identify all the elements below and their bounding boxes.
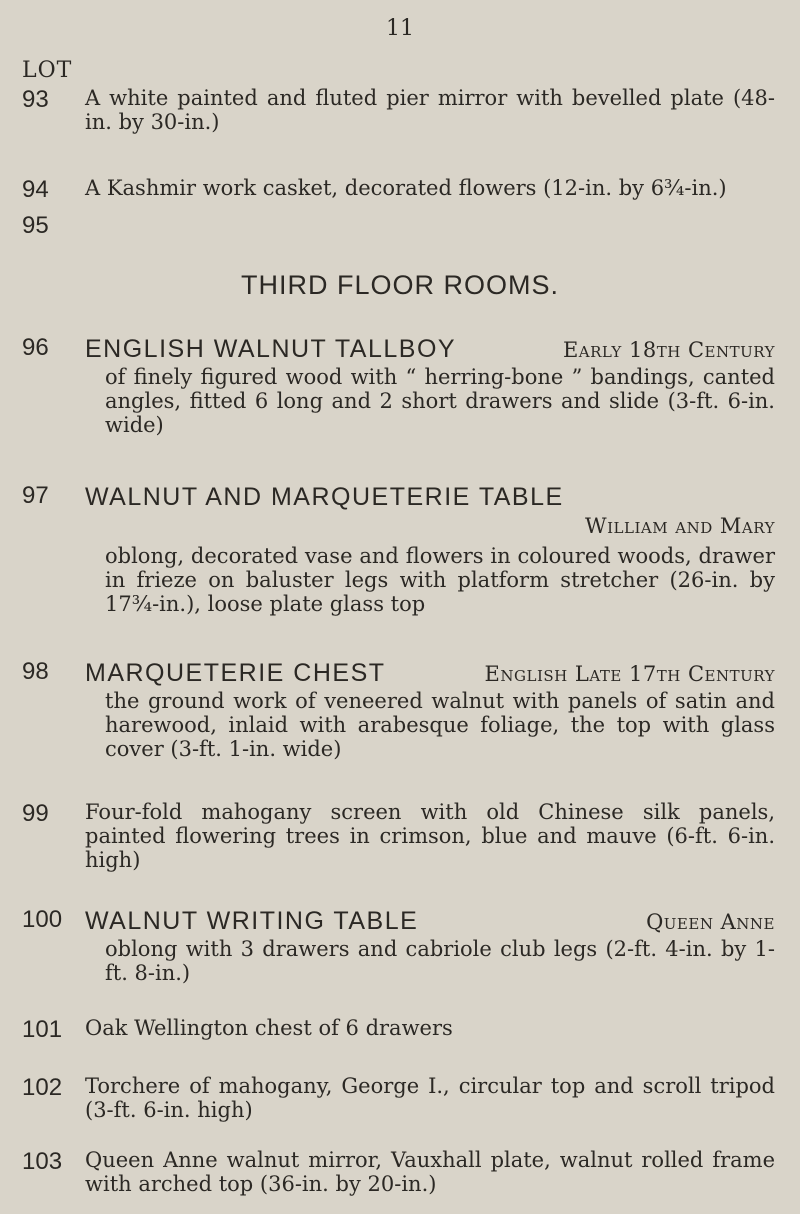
lot-number: 100 [22,906,63,933]
lot-description: A Kashmir work casket, decorated flowers (12-in. by 6¾-in.) [85,176,727,200]
lot-title: ENGLISH WALNUT TALLBOY [85,335,457,363]
page-number: 11 [386,16,414,41]
lot-number: 99 [22,800,49,827]
section-heading: THIRD FLOOR ROOMS. [240,270,559,300]
lot-column-header: LOT [22,58,73,83]
lot-description: oblong, decorated vase and flowers in coloured woods, drawer in frieze on baluster legs with platform stretcher (26-in. by 17¾-in.), loose plate glass top [105,544,775,616]
lot-description: Torchere of mahogany, George I., circular top and scroll tripod (3-ft. 6-in. high) [85,1074,775,1122]
lot-description: Oak Wellington chest of 6 drawers [85,1016,453,1040]
lot-period: William and Mary [585,514,775,538]
lot-description: the ground work of veneered walnut with panels of satin and harewood, inlaid with arabesque foliage, the top with glass cover (3-ft. 1-in. wide) [105,689,775,761]
lot-period: English Late 17th Century [484,662,775,686]
lot-number: 94 [22,176,49,203]
lot-number: 95 [22,212,49,239]
lot-description: Queen Anne walnut mirror, Vauxhall plate, walnut rolled frame with arched top (36-in. by 20-in.) [85,1148,775,1196]
lot-description: Four-fold mahogany screen with old Chinese silk panels, painted flowering trees in crimson, blue and mauve (6-ft. 6-in. high) [85,800,775,872]
lot-number: 96 [22,334,49,361]
lot-title: WALNUT AND MARQUETERIE TABLE [85,483,564,511]
lot-number: 97 [22,482,49,509]
lot-period: Early 18th Century [562,338,775,362]
lot-number: 101 [22,1016,63,1043]
lot-description: of finely figured wood with “ herring-bone ” bandings, canted angles, fitted 6 long and 2 short drawers and slide (3-ft. 6-in. wide) [105,365,775,437]
lot-title: MARQUETERIE CHEST [85,659,386,687]
lot-number: 98 [22,658,49,685]
lot-number: 93 [22,86,49,113]
lot-description: oblong with 3 drawers and cabriole club legs (2-ft. 4-in. by 1-ft. 8-in.) [105,937,775,985]
lot-number: 103 [22,1148,63,1175]
lot-title: WALNUT WRITING TABLE [85,907,419,935]
lot-number: 102 [22,1074,63,1101]
lot-description: A white painted and fluted pier mirror with bevelled plate (48-in. by 30-in.) [85,86,775,134]
lot-period: Queen Anne [646,910,775,934]
